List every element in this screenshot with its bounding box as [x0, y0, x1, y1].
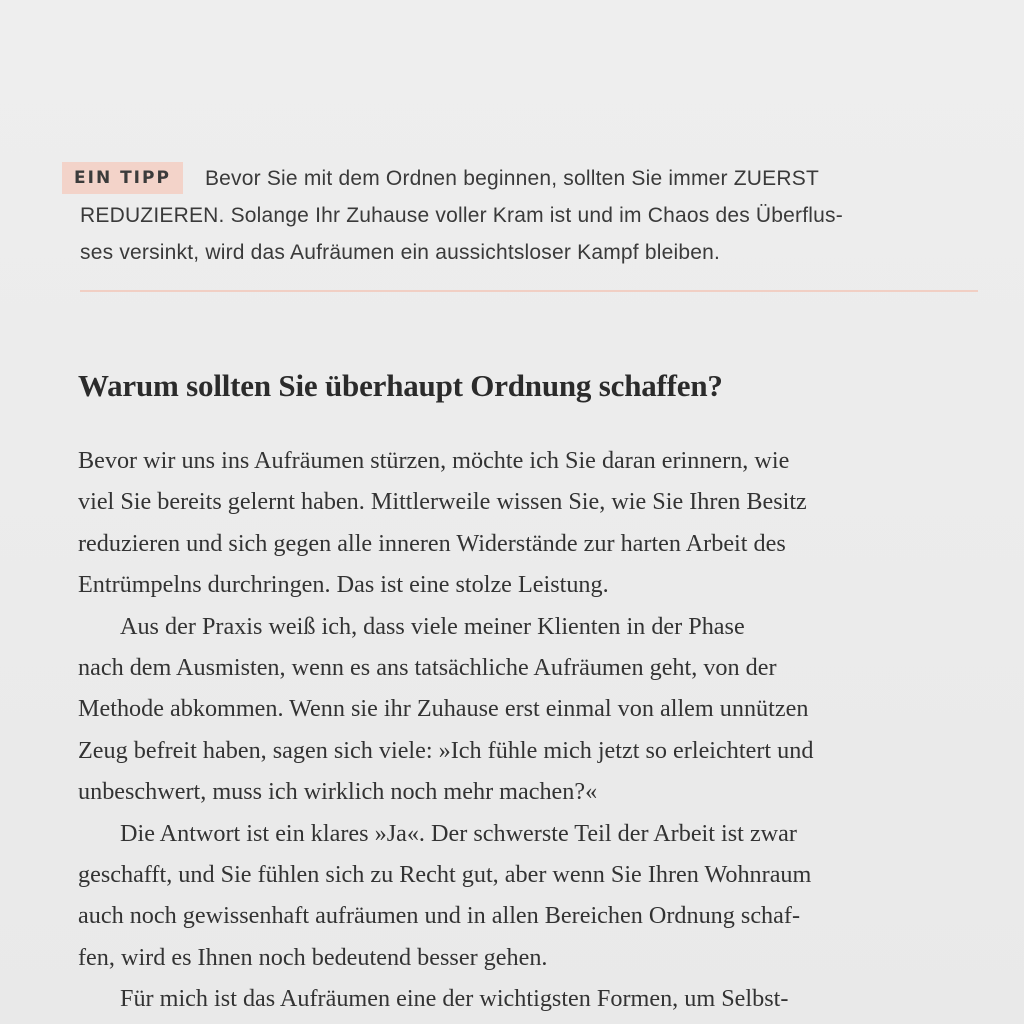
body-line: reduzieren und sich gegen alle inneren Widerstände zur harten Arbeit des — [78, 529, 786, 557]
body-line: Entrümpelns durchringen. Das ist eine stolze Leistung. — [78, 571, 609, 599]
body-line: Für mich ist das Aufräumen eine der wichtigsten Formen, um Selbst- — [120, 985, 789, 1013]
body-line: Bevor wir uns ins Aufräumen stürzen, möchte ich Sie daran erinnern, wie — [78, 447, 790, 474]
body-line: nach dem Ausmisten, wenn es ans tatsächliche Aufräumen geht, von der — [78, 654, 777, 682]
tip-text: Bevor Sie mit dem Ordnen beginnen, sollten Sie immer ZUERST — [204, 167, 819, 190]
body-line: Methode abkommen. Wenn sie ihr Zuhause erst einmal von allem unnützen — [78, 695, 809, 723]
body-line: Aus der Praxis weiß ich, dass viele meiner Klienten in der Phase — [120, 612, 745, 640]
tip-line-2: REDUZIEREN. Solange Ihr Zuhause voller Kram ist und im Chaos des Überflus- — [80, 204, 843, 227]
section-heading: Warum sollten Sie überhaupt Ordnung schaffen? — [78, 368, 723, 403]
body-line: viel Sie bereits gelernt haben. Mittlerweile wissen Sie, wie Sie Ihren Besitz — [78, 488, 807, 516]
body-text — [78, 440, 978, 1020]
tip-line-3: ses versinkt, wird das Aufräumen ein aussichtsloser Kampf bleiben. — [80, 241, 721, 264]
body-line: Zeug befreit haben, sagen sich viele: »Ich fühle mich jetzt so erleichtert und — [78, 736, 814, 764]
body-line: fen, wird es Ihnen noch bedeutend besser gehen. — [78, 943, 548, 971]
body-line: geschafft, und Sie fühlen sich zu Recht gut, aber wenn Sie Ihren Wohnraum — [78, 861, 812, 889]
tip-box — [74, 160, 960, 271]
body-line: Die Antwort ist ein klares »Ja«. Der schwerste Teil der Arbeit ist zwar — [120, 819, 797, 847]
tip-divider — [80, 290, 978, 292]
tip-badge: EIN TIPP — [62, 162, 183, 194]
tip-line-1 — [74, 160, 960, 197]
body-line: unbeschwert, muss ich wirklich noch mehr machen?« — [78, 778, 598, 806]
body-line: auch noch gewissenhaft aufräumen und in allen Bereichen Ordnung schaf- — [78, 902, 800, 930]
